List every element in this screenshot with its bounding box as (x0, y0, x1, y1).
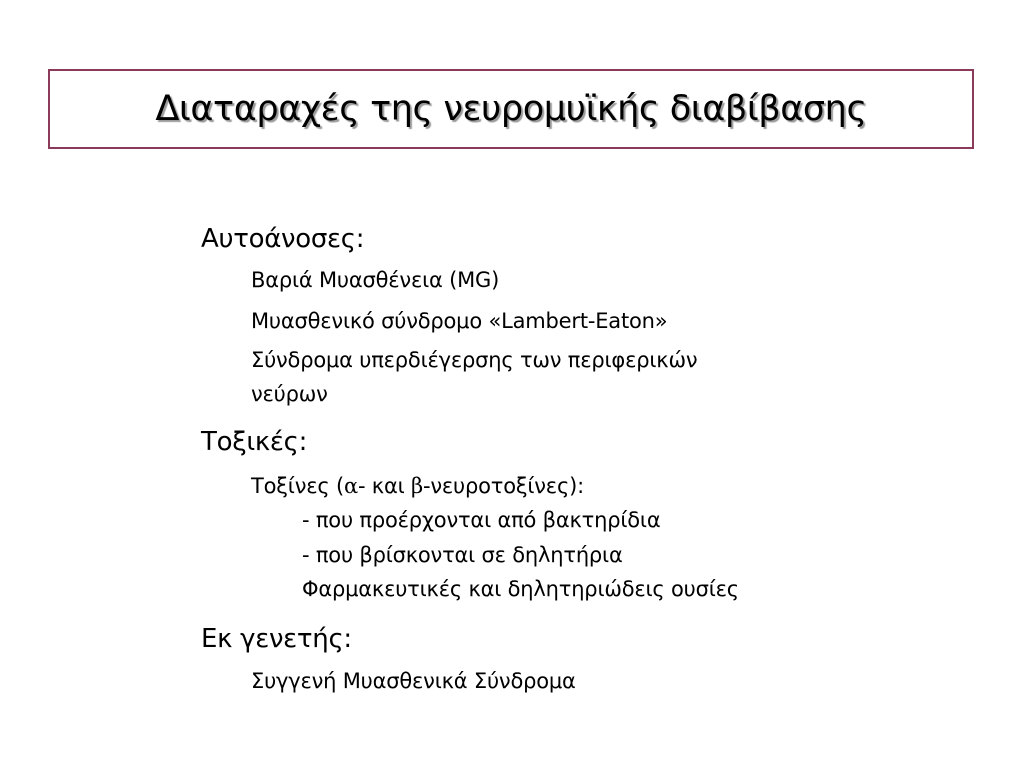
toxins-line (251, 474, 584, 498)
toxins-suffix: -νευροτοξίνες): (422, 474, 584, 498)
section-heading-genetic: Εκ γενετής: (201, 624, 352, 654)
list-subitem: - που βρίσκονται σε δηλητήρια (302, 543, 623, 567)
alpha-symbol: α (343, 474, 358, 498)
section-heading-autoimmune: Αυτοάνοσες: (201, 224, 365, 254)
list-item: Μυασθενικό σύνδρομο «Lambert-Eaton» (251, 309, 668, 333)
beta-symbol: β (411, 474, 423, 498)
list-subitem: - που προέρχονται από βακτηρίδια (302, 508, 661, 532)
list-subitem: Φαρμακευτικές και δηλητηριώδεις ουσίες (302, 577, 739, 601)
list-item-continuation: νεύρων (251, 382, 328, 406)
list-item: Σύνδρομα υπερδιέγερσης των περιφερικών (251, 348, 698, 372)
list-item: Συγγενή Μυασθενικά Σύνδρομα (251, 669, 576, 693)
toxins-middle: - και (357, 474, 412, 498)
toxins-prefix: Τοξίνες ( (251, 474, 344, 498)
list-item: Βαριά Μυασθένεια (MG) (251, 268, 500, 292)
slide-title: Διαταραχές της νευρομυϊκής διαβίβασης (155, 89, 867, 129)
section-heading-toxic: Τοξικές: (201, 427, 308, 457)
